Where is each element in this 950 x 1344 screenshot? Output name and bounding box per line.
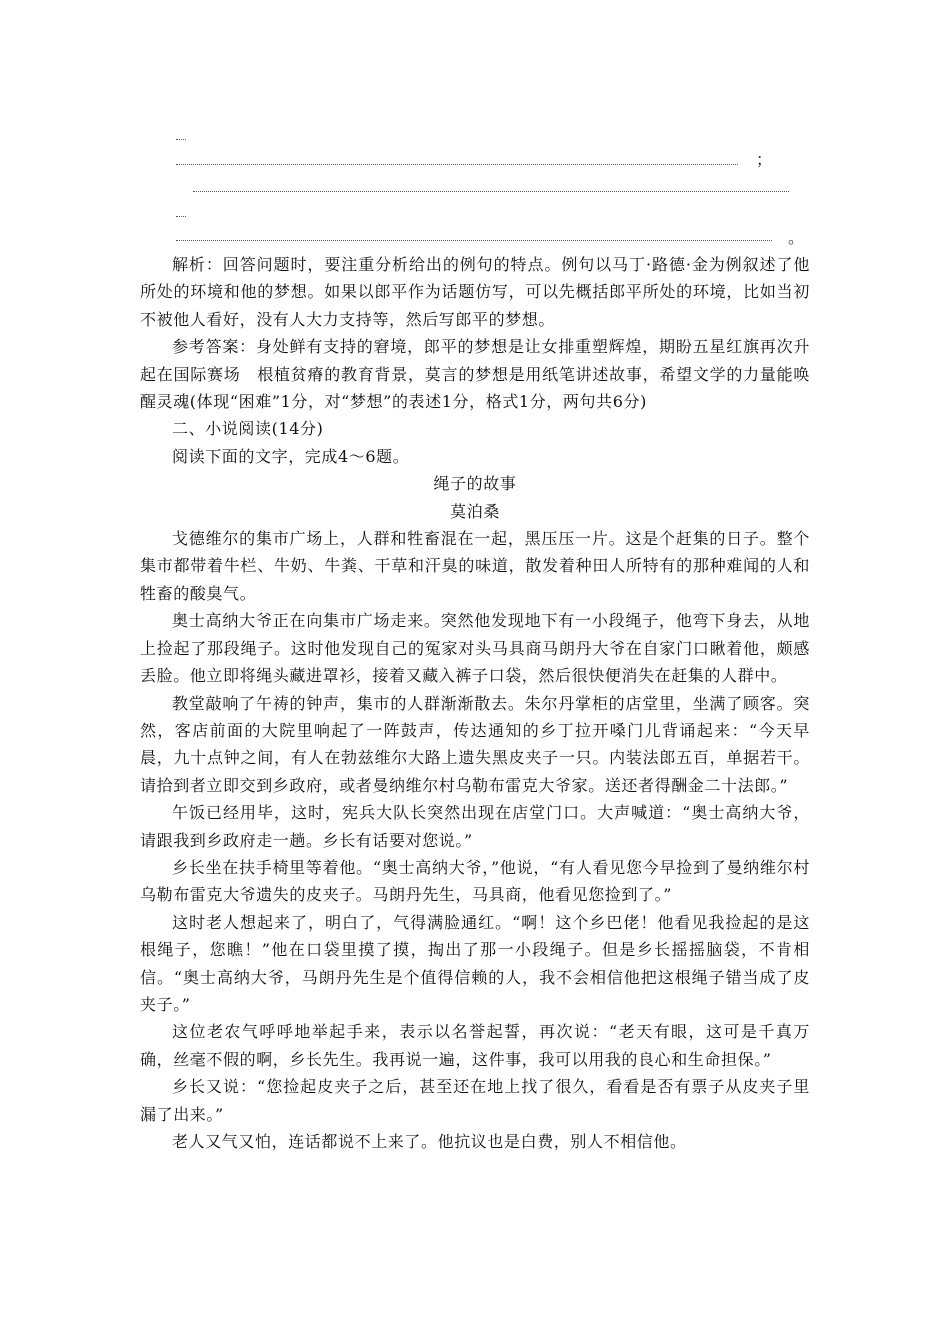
- main-text: [140, 251, 810, 1155]
- story-paragraph: 乡长坐在扶手椅里等着他。“奥士高纳大爷，”他说，“有人看见您今早捡到了曼纳维尔村乌勒布雷克大爷遗失的皮夹子。马朗丹先生，马具商，他看见您捡到了。”: [140, 857, 810, 905]
- story-author: 莫泊桑: [450, 501, 500, 521]
- reference-answer-paragraph: 参考答案：身处鲜有支持的窘境，郎平的梦想是让女排重塑辉煌，期盼五星红旗再次升起在国际赛场 根植贫瘠的教育背景，莫言的梦想是用纸笔讲述故事，希望文学的力量能唤醒灵魂(体现“困难”1分，对“梦想”的表述1分，格式1分，两句共6分): [140, 337, 810, 412]
- answer-blank-line-3[interactable]: [176, 240, 772, 241]
- story-paragraph: 教堂敲响了午祷的钟声，集市的人群渐渐散去。朱尔丹掌柜的店堂里，坐满了顾客。突然，客店前面的大院里响起了一阵鼓声，传达通知的乡丁拉开嗓门儿背诵起来：“今天早晨，九十点钟之间，有人在勃兹维尔大路上遗失黑皮夹子一只。内装法郎五百，单据若干。请拾到者立即交到乡政府，或者曼纳维尔村乌勒布雷克大爷家。送还者得酬金二十法郎。”: [140, 693, 810, 795]
- instruction-text: 阅读下面的文字，完成4～6题。: [172, 446, 410, 466]
- story-title: 绳子的故事: [433, 474, 517, 494]
- blank-end-period: 。: [788, 228, 805, 247]
- story-paragraph: 奥士高纳大爷正在向集市广场走来。突然他发现地下有一小段绳子，他弯下身去，从地上捡起了那段绳子。这时他发现自己的冤家对头马具商马朗丹大爷在自家门口瞅着他，颇感丢脸。他立即将绳头藏进罩衫，接着又藏入裤子口袋，然后很快便消失在赶集的人群中。: [140, 611, 810, 686]
- story-paragraph: 午饭已经用毕，这时，宪兵大队长突然出现在店堂门口。大声喊道：“奥士高纳大爷，请跟我到乡政府走一趟。乡长有话要对您说。”: [140, 803, 810, 850]
- section-heading: 二、小说阅读(14分): [172, 419, 324, 439]
- story-paragraph: 乡长又说：“您捡起皮夹子之后，甚至还在地上找了很久，看看是否有票子从皮夹子里漏了出来。”: [140, 1077, 810, 1124]
- answer-blank-line-2[interactable]: [193, 191, 789, 192]
- analysis-paragraph: 解析：回答问题时，要注重分析给出的例句的特点。例句以马丁·路德·金为例叙述了他所处的环境和他的梦想。如果以郎平作为话题仿写，可以先概括郎平所处的环境，比如当初不被他人看好，没有人大力支持等，然后写郎平的梦想。: [140, 255, 810, 329]
- answer-blank-line-1[interactable]: [176, 164, 738, 165]
- story-paragraph: 这时老人想起来了，明白了，气得满脸通红。“啊！这个乡巴佬！他看见我捡起的是这根绳子，您瞧！”他在口袋里摸了摸，掏出了那一小段绳子。但是乡长摇摇脑袋，不肯相信。“奥士高纳大爷，马朗丹先生是个值得信赖的人，我不会相信他把这根绳子错当成了皮夹子。”: [140, 912, 810, 1014]
- story-paragraph: 戈德维尔的集市广场上，人群和牲畜混在一起，黑压压一片。这是个赶集的日子。整个集市都带着牛栏、牛奶、牛粪、干草和汗臭的味道，散发着种田人所特有的那种难闻的人和牲畜的酸臭气。: [140, 529, 810, 603]
- story-paragraph: 老人又气又怕，连话都说不上来了。他抗议也是白费，别人不相信他。: [172, 1132, 687, 1151]
- blank-start-mark-1: [176, 139, 186, 140]
- blank-end-semicolon: ；: [756, 150, 773, 169]
- story-paragraph: 这位老农气呼呼地举起手来，表示以名誉起誓，再次说：“老天有眼，这可是千真万确，丝毫不假的啊，乡长先生。我再说一遍，这件事，我可以用我的良心和生命担保。”: [140, 1022, 810, 1069]
- blank-start-mark-2: [176, 216, 186, 217]
